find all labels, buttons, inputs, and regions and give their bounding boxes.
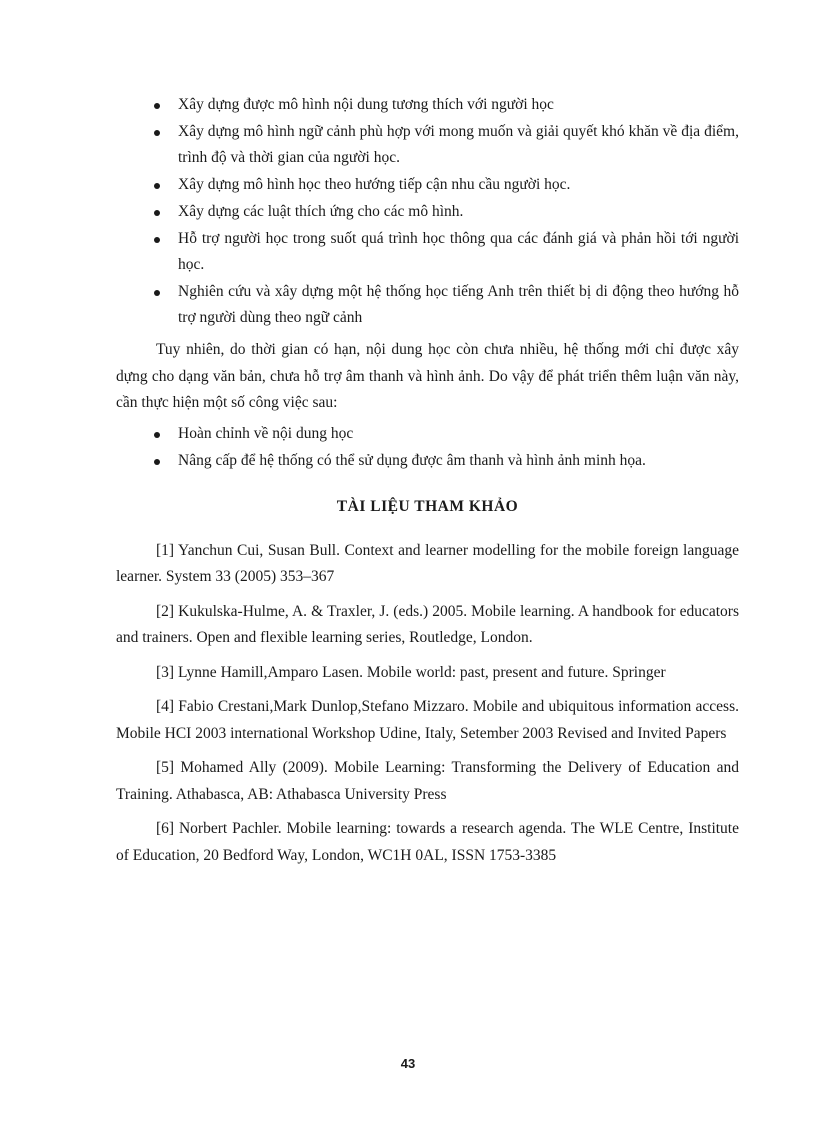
- list-item: Hoàn chỉnh về nội dung học: [116, 421, 739, 447]
- reference-item: [2] Kukulska-Hulme, A. & Traxler, J. (eds.) 2005. Mobile learning. A handbook for educators and trainers. Open and flexible learning series, Routledge, London.: [116, 602, 739, 646]
- reference-item: [5] Mohamed Ally (2009). Mobile Learning: Transforming the Delivery of Education and Training. Athabasca, AB: Athabasca University Press: [116, 759, 739, 803]
- bullet-icon: [154, 183, 160, 189]
- list-item: Hỗ trợ người học trong suốt quá trình học thông qua các đánh giá và phản hồi tới người học.: [116, 226, 739, 278]
- list-item: Xây dựng được mô hình nội dung tương thích với người học: [116, 92, 739, 118]
- list-item: Xây dựng các luật thích ứng cho các mô hình.: [116, 199, 739, 225]
- body-paragraph: Tuy nhiên, do thời gian có hạn, nội dung học còn chưa nhiều, hệ thống mới chỉ được xây dựng cho dạng văn bản, chưa hỗ trợ âm thanh và hình ảnh. Do vậy để phát triển thêm luận văn này, cần thực hiện một số công việc sau:: [116, 341, 739, 411]
- future-work-list: [116, 421, 739, 474]
- document-page: [116, 92, 739, 877]
- references-heading: TÀI LIỆU THAM KHẢO: [336, 497, 519, 515]
- bullet-icon: [154, 103, 160, 109]
- list-item: Xây dựng mô hình ngữ cảnh phù hợp với mong muốn và giải quyết khó khăn về địa điểm, trình độ và thời gian của người học.: [116, 119, 739, 171]
- bullet-icon: [154, 130, 160, 136]
- reference-item: [3] Lynne Hamill,Amparo Lasen. Mobile world: past, present and future. Springer: [156, 663, 666, 681]
- page-number: 43: [400, 1056, 416, 1071]
- bullet-icon: [154, 432, 160, 438]
- bullet-icon: [154, 210, 160, 216]
- bullet-icon: [154, 237, 160, 243]
- list-item: Xây dựng mô hình học theo hướng tiếp cận nhu cầu người học.: [116, 172, 739, 198]
- reference-item: [6] Norbert Pachler. Mobile learning: towards a research agenda. The WLE Centre, Institute of Education, 20 Bedford Way, London, WC1H 0AL, ISSN 1753-3385: [116, 820, 739, 864]
- list-item: Nâng cấp để hệ thống có thể sử dụng được âm thanh và hình ảnh minh họa.: [116, 448, 739, 474]
- goals-list: [116, 92, 739, 331]
- reference-item: [4] Fabio Crestani,Mark Dunlop,Stefano Mizzaro. Mobile and ubiquitous information access. Mobile HCI 2003 international Workshop Udine, Italy, Setember 2003 Revised and Invited Papers: [116, 698, 739, 742]
- bullet-icon: [154, 290, 160, 296]
- list-item: Nghiên cứu và xây dựng một hệ thống học tiếng Anh trên thiết bị di động theo hướng hỗ trợ người dùng theo ngữ cảnh: [116, 279, 739, 331]
- reference-item: [1] Yanchun Cui, Susan Bull. Context and learner modelling for the mobile foreign language learner. System 33 (2005) 353–367: [116, 541, 739, 585]
- bullet-icon: [154, 459, 160, 465]
